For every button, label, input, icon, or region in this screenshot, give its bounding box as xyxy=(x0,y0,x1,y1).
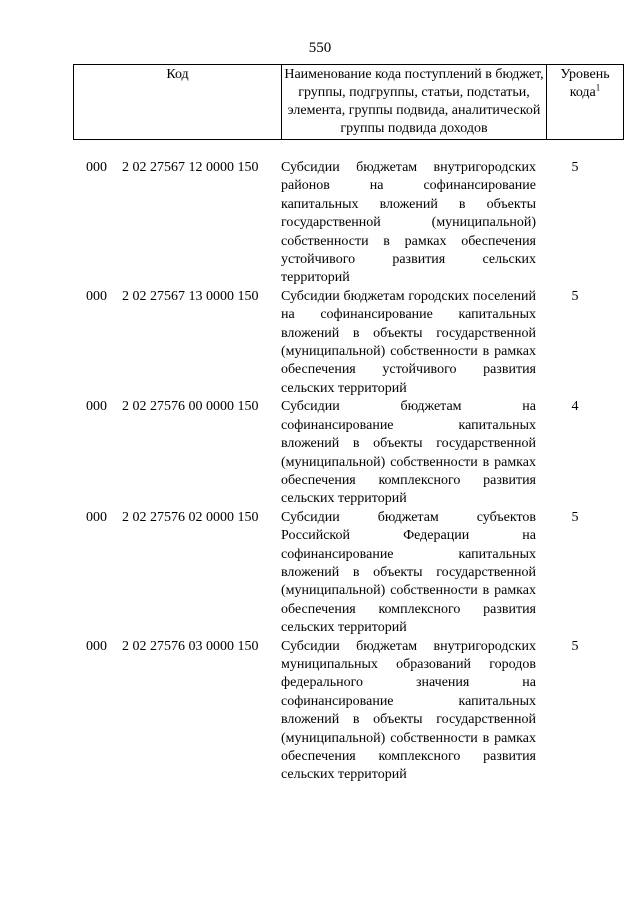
revenue-name: Субсидии бюджетам внутригородских муниципальных образований городов федерального значения на софинансирование капитальных вложений в объекты государственной (муниципальной) собственности в рамках обеспечения комплексного развития сельских территорий xyxy=(281,638,536,783)
revenue-code: 2 02 27576 02 0000 150 xyxy=(122,509,259,525)
table-row xyxy=(0,159,640,288)
header-name: Наименование кода поступлений в бюджет, группы, подгруппы, статьи, подстатьи, элемента, группы подвида, аналитической группы подвида доходов xyxy=(282,65,547,140)
revenue-code: 2 02 27567 12 0000 150 xyxy=(122,160,259,175)
admin-code: 000 xyxy=(86,638,107,654)
admin-code: 000 xyxy=(86,288,107,304)
admin-code: 000 xyxy=(86,160,107,175)
admin-code: 000 xyxy=(86,509,107,525)
table-row xyxy=(0,509,640,638)
header-code: Код xyxy=(74,65,282,140)
code-level: 5 xyxy=(571,160,579,175)
table-row xyxy=(0,288,640,398)
revenue-name: Субсидии бюджетам городских поселений на софинансирование капитальных вложений в объекты государственной (муниципальной) собственности в рамках обеспечения устойчивого развития сельских территорий xyxy=(281,288,536,396)
table-row xyxy=(0,638,640,785)
revenue-name: Субсидии бюджетам субъектов Российской Федерации на софинансирование капитальных вложений в объекты государственной (муниципальной) собственности в рамках обеспечения комплексного развития сельских территорий xyxy=(281,509,536,636)
code-level: 5 xyxy=(571,509,579,525)
revenue-code: 2 02 27567 13 0000 150 xyxy=(122,288,259,304)
revenue-code: 2 02 27576 03 0000 150 xyxy=(122,638,259,654)
table-row xyxy=(0,398,640,508)
header-level: Уровень кода$^1$ xyxy=(547,65,624,140)
table-body xyxy=(0,159,640,785)
revenue-code: 2 02 27576 00 0000 150 xyxy=(122,399,259,415)
table-header xyxy=(73,64,624,140)
page-number: 550 xyxy=(308,40,332,56)
admin-code: 000 xyxy=(86,399,107,415)
code-level: 5 xyxy=(571,638,579,654)
code-level: 4 xyxy=(571,399,579,415)
revenue-name: Субсидии бюджетам внутригородских районов на софинансирование капитальных вложений в объекты государственной (муниципальной) собственности в рамках обеспечения устойчивого развития сельских территорий xyxy=(281,160,536,286)
footnote-marker: 1 xyxy=(595,82,601,93)
revenue-name: Субсидии бюджетам на софинансирование капитальных вложений в объекты государственной (муниципальной) собственности в рамках обеспечения комплексного развития сельских территорий xyxy=(281,399,536,507)
code-level: 5 xyxy=(571,288,579,304)
